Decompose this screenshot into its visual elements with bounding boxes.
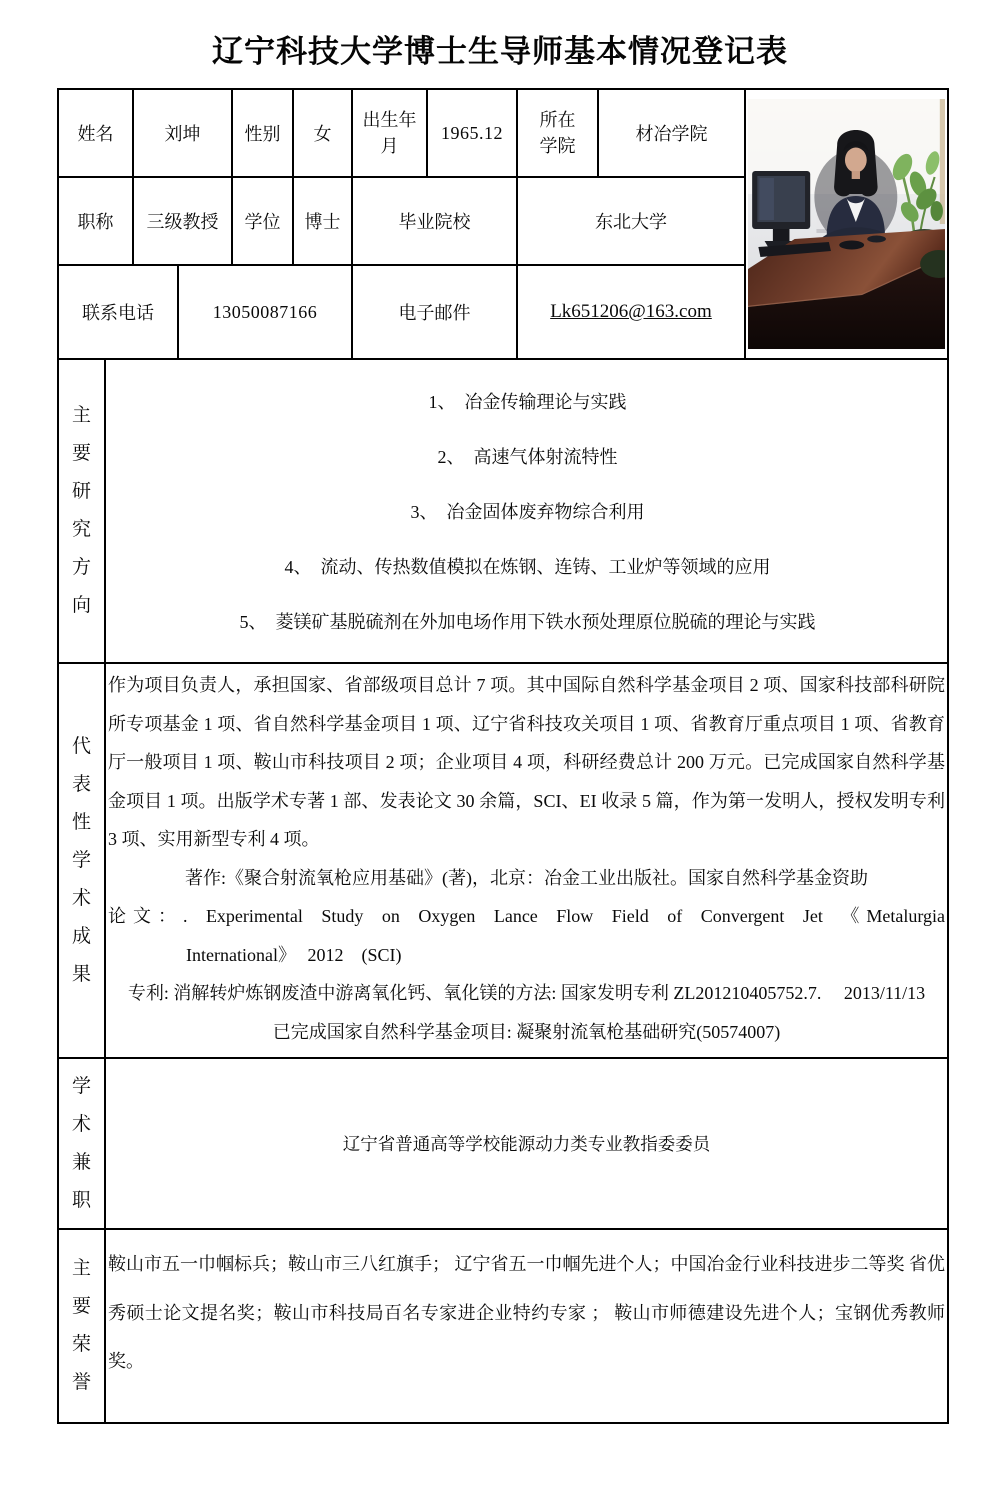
achievements-text-block (108, 666, 945, 1051)
research-item: 3、 冶金固体废弃物综合利用 (410, 502, 645, 522)
grad-school-label: 毕业院校 (352, 177, 517, 265)
research-item: 5、 菱镁矿基脱硫剂在外加电场作用下铁水预处理原位脱硫的理论与实践 (239, 612, 816, 632)
email-label: 电子邮件 (352, 265, 517, 359)
achievements-section-label: 代表性学术成果 (58, 663, 105, 1058)
research-item: 1、 冶金传输理论与实践 (428, 392, 627, 412)
name-label: 姓名 (58, 89, 133, 177)
achievements-book: 著作:《聚合射流氧枪应用基础》(著)，北京：冶金工业出版社。国家自然科学基金资助 (185, 867, 868, 888)
email-link[interactable]: Lk651206@163.com (550, 301, 712, 322)
phone-value: 13050087166 (178, 265, 352, 359)
research-section-label: 主要研究方向 (58, 359, 105, 663)
profile-photo-cell (745, 89, 948, 359)
college-value: 材冶学院 (598, 89, 745, 177)
paper-body: . Experimental Study on Oxygen Lance Flow Field of Convergent Jet 《Metalurgia International》 2012 (SCI) (182, 906, 945, 965)
gender-label: 性别 (232, 89, 293, 177)
office-portrait-image (748, 99, 945, 349)
achievements-summary: 作为项目负责人，承担国家、省部级项目总计 7 项。其中国际自然科学基金项目 2 项、国家科技部科研院所专项基金 1 项、省自然科学基金项目 1 项、辽宁省科技攻关项目 1 项、省教育厅重点项目 1 项、省教育厅一般项目 1 项、鞍山市科技项目 2 项；企业项目 4 项，科研经费总计 200 万元。已完成国家自然科学基金项目 1 项。出版学术专著 1 部、发表论文 30 余篇，SCI、EI 收录 5 篇，作为第一发明人，授权发明专利 3 项、实用新型专利 4 项。 (108, 675, 945, 850)
prof-title-value: 三级教授 (133, 177, 232, 265)
grad-school-value: 东北大学 (517, 177, 745, 265)
paper-label: 论文： (108, 906, 183, 927)
college-label: 所在学院 (517, 89, 598, 177)
research-item: 4、 流动、传热数值模拟在炼钢、连铸、工业炉等领域的应用 (284, 557, 771, 577)
row-achievements (58, 663, 948, 1058)
profile-photo (748, 99, 945, 349)
achievements-paper (108, 897, 945, 974)
birth-value: 1965.12 (427, 89, 517, 177)
achievements-patent: 专利: 消解转炉炼钢废渣中游离氧化钙、氧化镁的方法: 国家发明专利 ZL201210405752.7. 2013/11/13 (127, 983, 926, 1004)
research-content (105, 359, 948, 663)
achievements-content (105, 663, 948, 1058)
research-item: 2、 高速气体射流特性 (437, 447, 618, 467)
posts-text: 辽宁省普通高等学校能源动力类专业教指委委员 (342, 1134, 711, 1154)
row-honors (58, 1229, 948, 1423)
registration-table (57, 88, 949, 1424)
posts-content (105, 1058, 948, 1229)
prof-title-label: 职称 (58, 177, 133, 265)
email-value[interactable] (517, 265, 745, 359)
gender-value: 女 (293, 89, 352, 177)
row-basic-1 (58, 89, 948, 177)
degree-label: 学位 (232, 177, 293, 265)
achievements-completed-project: 已完成国家自然科学基金项目: 凝聚射流氧枪基础研究(50574007) (272, 1021, 781, 1042)
row-research (58, 359, 948, 663)
honors-text: 鞍山市五一巾帼标兵；鞍山市三八红旗手； 辽宁省五一巾帼先进个人；中国冶金行业科技进步二等奖 省优秀硕士论文提名奖；鞍山市科技局百名专家进企业特约专家 ； 鞍山市师德建设先进个人；宝钢优秀教师奖。 (108, 1254, 945, 1372)
honors-content (105, 1229, 948, 1423)
degree-value: 博士 (293, 177, 352, 265)
row-academic-posts (58, 1058, 948, 1229)
page-title: 辽宁科技大学博士生导师基本情况登记表 (212, 34, 788, 69)
birth-label: 出生年月 (352, 89, 427, 177)
posts-section-label: 学术兼职 (58, 1058, 105, 1229)
research-list (108, 384, 945, 638)
name-value: 刘坤 (133, 89, 232, 177)
honors-section-label: 主要荣誉 (58, 1229, 105, 1423)
phone-label: 联系电话 (58, 265, 178, 359)
